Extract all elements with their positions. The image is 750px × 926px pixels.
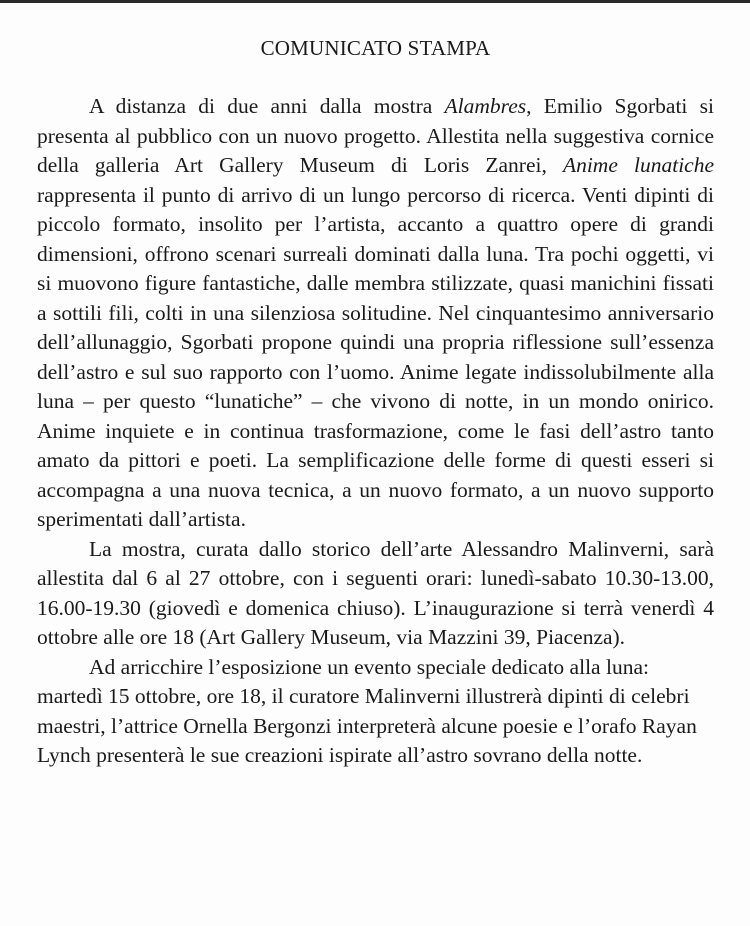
top-border-rule — [0, 0, 750, 3]
paragraph-exhibition-details — [37, 535, 714, 653]
paragraph-intro — [37, 92, 714, 535]
text-segment: , Emilio Sgorbati si presenta al pubblico con un nuovo progetto. Allestita nella suggestiva cornice della galleria Art Gallery Museum di Loris Zanrei, — [37, 94, 714, 177]
exhibition-title-alambres: Alambres — [444, 94, 527, 118]
text-segment: La mostra, curata dallo storico dell’arte Alessandro Malinverni, sarà allestita dal 6 al 27 ottobre, con i seguenti orari: lunedì-sabato 10.30-13.00, 16.00-19.30 (giovedì e domenica chiuso). L’inaugurazione si terrà venerdì 4 ottobre alle ore 18 (Art Gallery Museum, via Mazzini 39, Piacenza). — [37, 536, 714, 649]
text-segment: rappresenta il punto di arrivo di un lungo percorso di ricerca. Venti dipinti di piccolo formato, insolito per l’artista, accanto a quattro opere di grandi dimensioni, offrono scenari surreali dominati dalla luna. Tra pochi oggetti, vi si muovono figure fantastiche, dalle membra stilizzate, quasi manichini fissati a sottili fili, colti in una silenziosa solitudine. Nel cinquantesimo anniversario dell’allunaggio, Sgorbati propone quindi una propria riflessione sull’essenza dell’astro e sul suo rapporto con l’uomo. Anime legate indissolubilmente alla luna – per questo “lunatiche” – che vivono di notte, in un mondo onirico. Anime inquiete e in continua trasformazione, come le fasi dell’astro tanto amato da pittori e poeti. La semplificazione delle forme di questi esseri si accompagna a una nuova tecnica, a un nuovo formato, a un nuovo supporto sperimentati dall’artista. — [37, 182, 714, 531]
document-title: COMUNICATO STAMPA — [260, 36, 491, 60]
paragraph-special-event — [37, 653, 714, 771]
text-segment: Ad arricchire l’esposizione un evento speciale dedicato alla luna: martedì 15 ottobre, ore 18, il curatore Malinverni illustrerà dipinti di celebri maestri, l’attrice Ornella Bergonzi interpreterà alcune poesie e l’orafo Rayan Lynch presenterà le sue creazioni ispirate all’astro sovrano della notte. — [37, 654, 697, 767]
exhibition-title-anime-lunatiche: Anime lunatiche — [562, 153, 715, 177]
text-segment: A distanza di due anni dalla mostra — [89, 94, 445, 118]
press-release-page — [37, 36, 714, 771]
